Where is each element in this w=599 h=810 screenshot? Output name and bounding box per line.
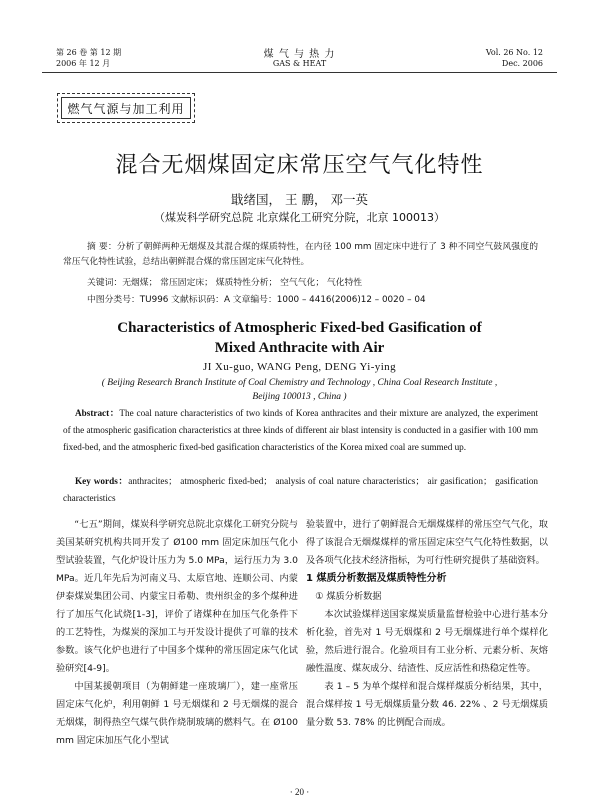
abstract-en-text: The coal nature characteristics of two kinds of Korea anthracites and their mixture are analyzed, the experiment of the atmospheric gasification characteristics at three kinds of different air blast intensity is conducted in a gasifier with 100 mm fixed-bed, and the atmospheric fixed-bed gasification characteristics of the Korea mixed coal are summed up. xyxy=(63,408,538,452)
keywords-cn xyxy=(87,275,362,288)
body-paragraph: 本次试验煤样送国家煤炭质量监督检验中心进行基本分析化验，首先对 1 号无烟煤和 2 号无烟煤进行单个煤样化验，然后进行混合。化验项目有工业分析、元素分析、灰熔融性温度、煤灰成分、结渣性、反应活性和热稳定性等。 xyxy=(306,609,548,674)
header-journal-en: GAS & HEAT xyxy=(272,59,327,68)
body-paragraph: 验装置中，进行了朝鲜混合无烟煤煤样的常压空气气化，取得了该混合无烟煤煤样的常压固定床空气气化特性数据，以及各项气化技术经济指标，为可行性研究提供了基础资料。 xyxy=(306,519,548,566)
keywords-cn-text: 无烟煤； 常压固定床； 煤质特性分析； 空气气化； 气化特性 xyxy=(122,278,363,288)
header-rule xyxy=(42,72,557,73)
keywords-en-label: Key words： xyxy=(75,476,129,486)
body-column-left xyxy=(56,516,298,750)
header-journal-cn: 煤 气 与 热 力 xyxy=(263,49,336,60)
paper-title-cn: 混合无烟煤固定床常压空气气化特性 xyxy=(115,153,484,178)
affiliation-cn: （煤炭科学研究总院 北京煤化工研究分院，北京 100013） xyxy=(154,211,445,224)
keywords-cn-label: 关键词： xyxy=(87,278,123,288)
body-column-right xyxy=(306,516,548,732)
body-paragraph: “七五”期间，煤炭科学研究总院北京煤化工研究分院与美国某研究机构共同开发了 Ø100 mm 固定床加压气化小型试验装置，气化炉设计压力为 5.0 MPa，运行压力为 3.0 MPa。近几年先后为河南义马、太原官地、连顺公司、内蒙伊泰煤炭集团公司、内蒙宝日希勒、贵州织金的多个煤种进行了加压气化试烧[1-3]，评价了诸煤种在加压气化条件下的工艺特性，为煤炭的深加工与开发设计提供了可靠的技术参数。该气化炉也进行了中国多个煤种的常压固定床气化试验研究[4-9]。 xyxy=(56,519,298,674)
paper-title-en-line1: Characteristics of Atmospheric Fixed-bed Gasification of xyxy=(117,320,482,336)
header-date-cn: 2006 年 12 月 xyxy=(56,59,111,68)
keywords-en-text: anthracites； atmospheric fixed-bed； analysis of coal nature characteristics； air gasification； gasification characteristics xyxy=(63,476,539,503)
paper-title-en-line2: Mixed Anthracite with Air xyxy=(214,340,385,356)
abstract-en xyxy=(63,405,538,456)
subsection-heading: ① 煤质分析数据 xyxy=(315,591,382,602)
keywords-en xyxy=(63,473,538,507)
section-label-box xyxy=(57,93,195,123)
header-volume-en: Vol. 26 No. 12 xyxy=(485,48,543,57)
section-heading: 1 煤质分析数据及煤质特性分析 xyxy=(306,573,447,584)
abstract-cn-label: 摘 要： xyxy=(87,242,117,252)
body-paragraph: 表 1 – 5 为单个煤样和混合煤样煤质分析结果，其中，混合煤样按 1 号无烟煤质量分数 46. 22% 、2 号无烟煤质量分数 53. 78% 的比例配合而成。 xyxy=(306,681,548,728)
abstract-cn xyxy=(63,240,538,270)
header-date-en: Dec. 2006 xyxy=(501,59,543,68)
classification-line: 中图分类号：TU996 文献标识码：A 文章编号：1000 – 4416(2006)12 – 0020 – 04 xyxy=(87,295,426,305)
abstract-en-label: Abstract： xyxy=(75,408,120,418)
page-number: · 20 · xyxy=(289,787,310,797)
authors-en: JI Xu-guo, WANG Peng, DENG Yi-ying xyxy=(203,361,396,373)
header-volume-cn: 第 26 卷 第 12 期 xyxy=(56,48,122,57)
section-label: 燃气气源与加工利用 xyxy=(61,97,191,119)
affiliation-en-line2: Beijing 100013 , China ) xyxy=(252,392,347,402)
body-paragraph: 中国某援朝项目（为朝鲜建一座玻璃厂），建一座常压固定床气化炉，利用朝鲜 1 号无烟煤和 2 号无烟煤的混合无烟煤，制得热空气煤气供作烧制玻璃的燃料气。在 Ø100 mm 固定床加压气化小型试 xyxy=(56,681,298,746)
affiliation-en-line1: ( Beijing Research Branch Institute of Coal Chemistry and Technology , China Coal Research Institute , xyxy=(101,378,498,388)
abstract-cn-text: 分析了朝鲜两种无烟煤及其混合煤的煤质特性，在内径 100 mm 固定床中进行了 3 种不同空气鼓风强度的常压气化特性试验，总结出朝鲜混合煤的常压固定床气化特性。 xyxy=(63,242,538,267)
authors-cn: 戢绪国， 王 鹏， 邓一英 xyxy=(231,192,368,207)
